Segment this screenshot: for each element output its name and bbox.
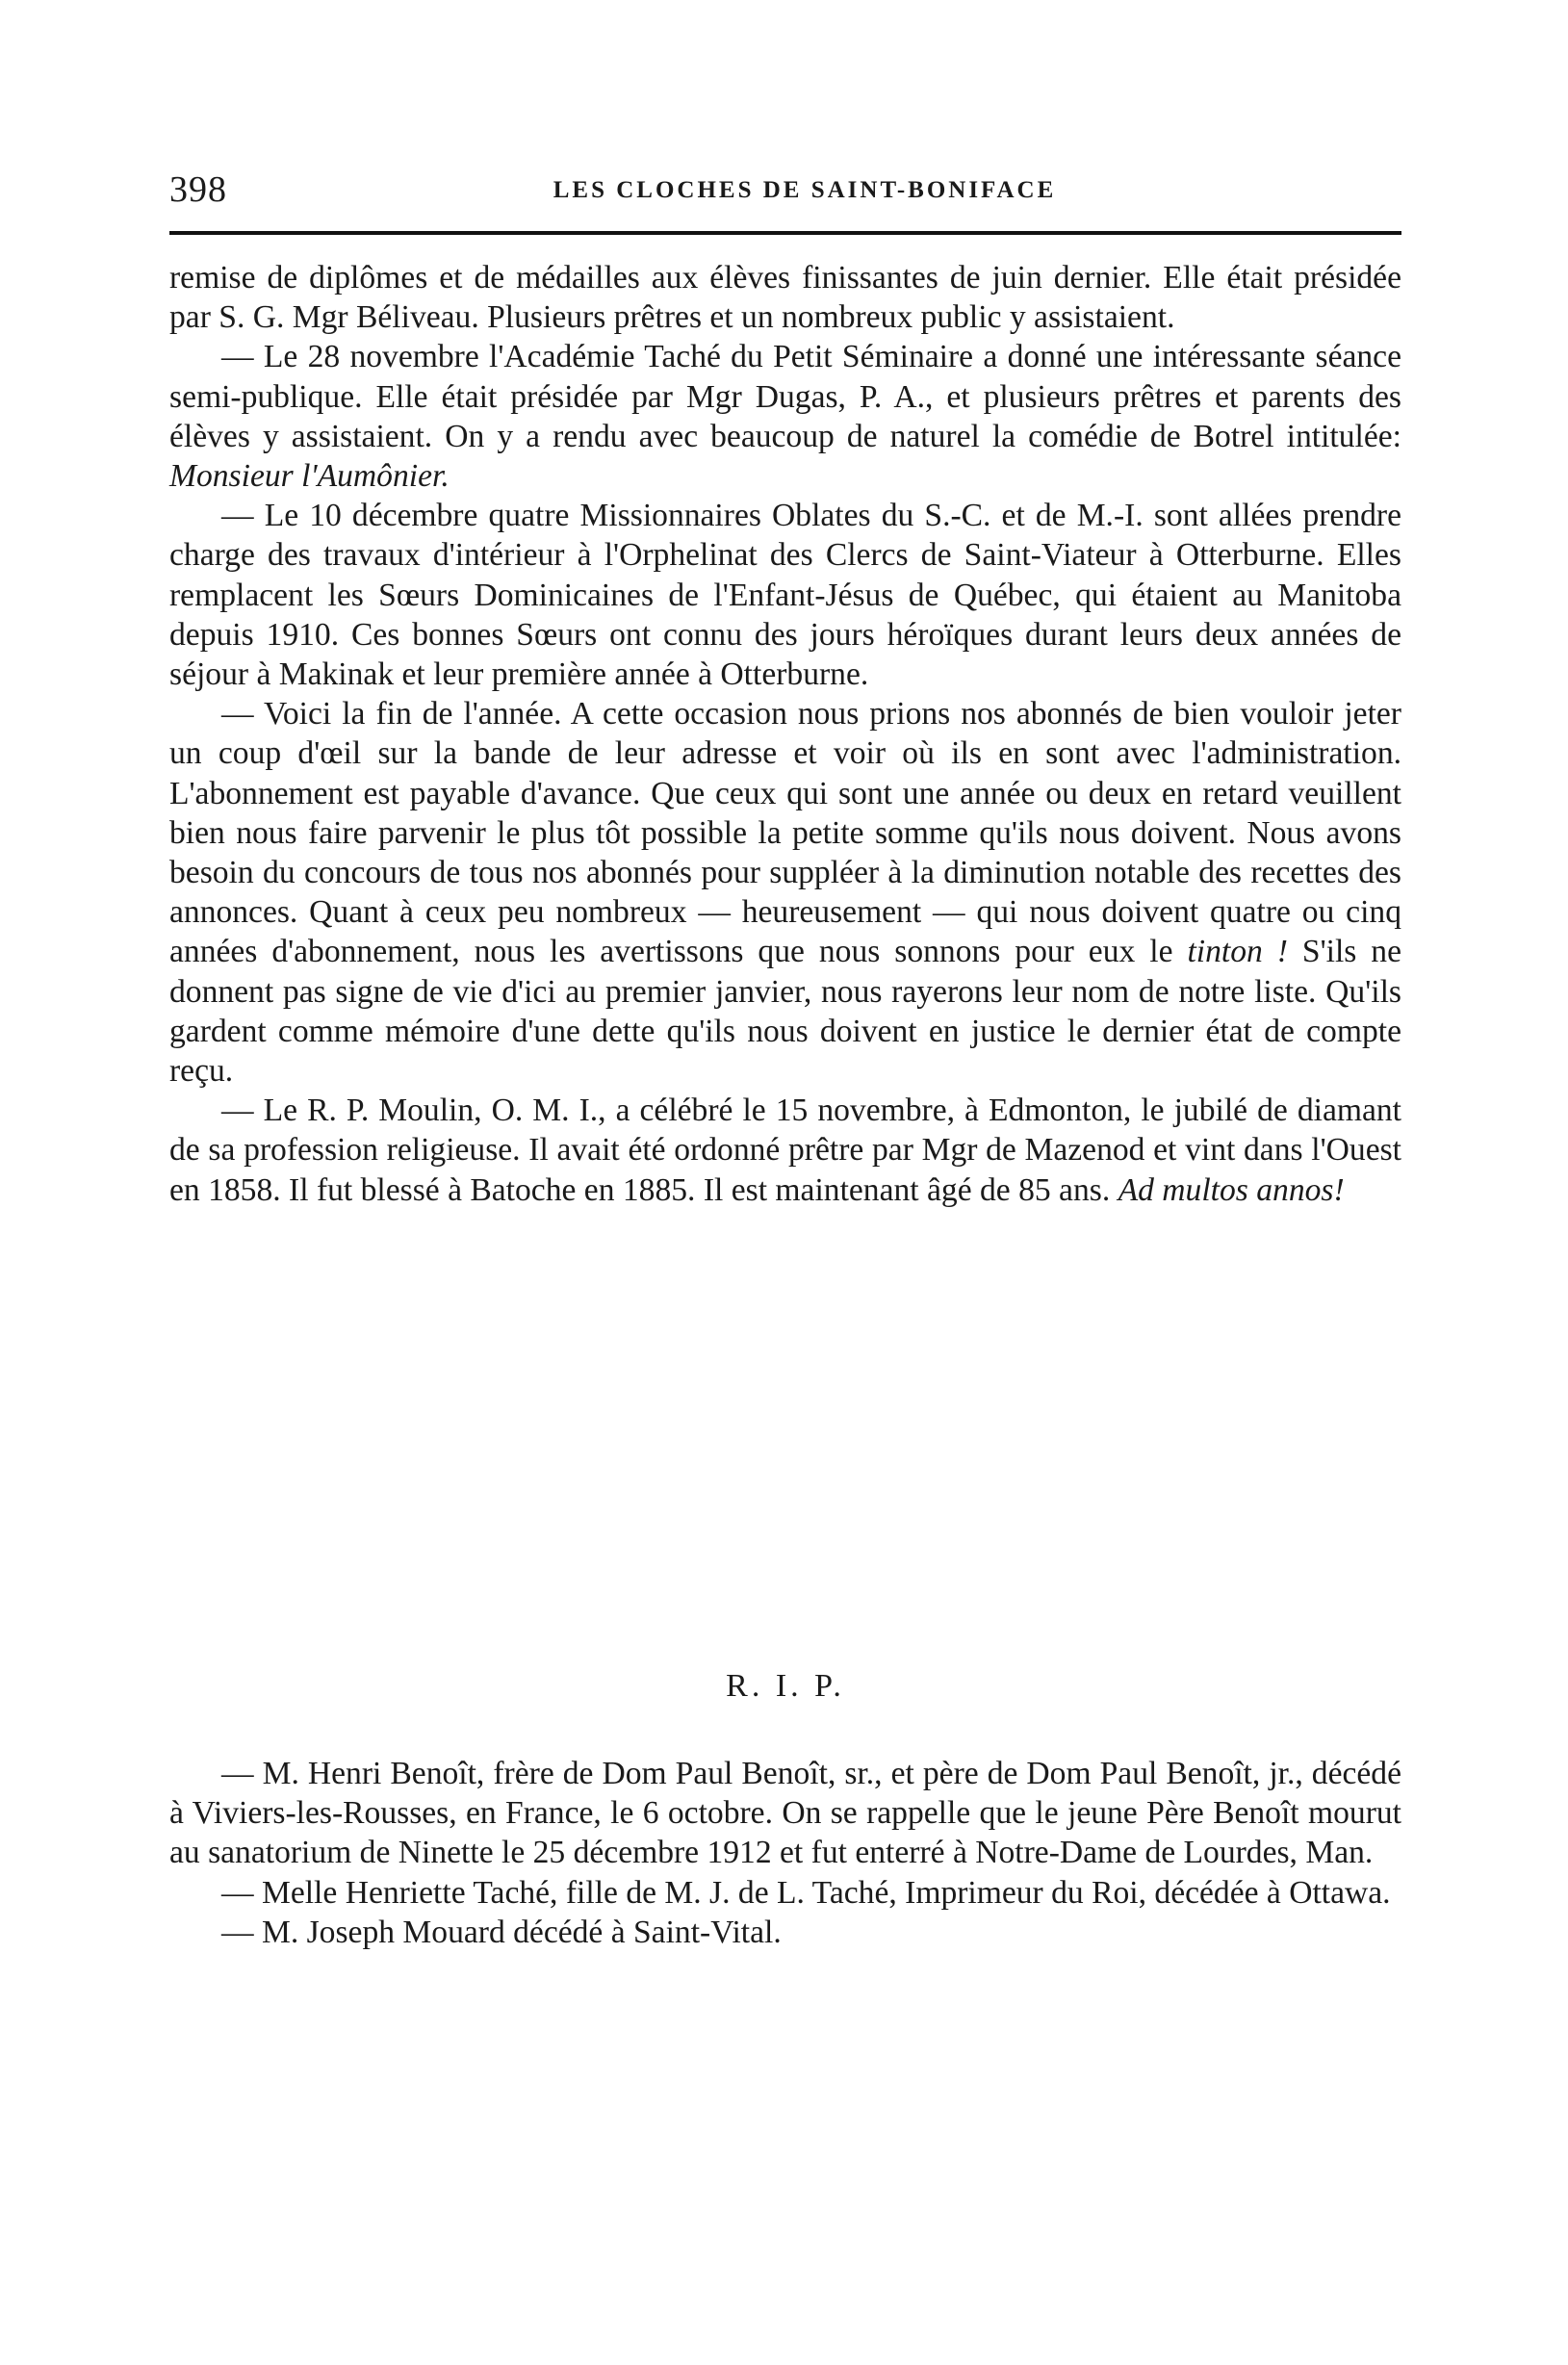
paragraph-academie-tache <box>169 337 1401 496</box>
header-rule <box>169 231 1401 235</box>
paragraph-text: remise de diplômes et de médailles aux élèves finissantes de juin dernier. Elle était présidée par S. G. Mgr Béliveau. Plusieurs prêtres et un nombreux public y assistaient. <box>169 260 1401 336</box>
rip-entry: — M. Joseph Mouard décédé à Saint-Vital. <box>221 1914 782 1950</box>
paragraph-missionnaires-oblates <box>169 496 1401 694</box>
italic-phrase: tinton ! <box>1187 934 1288 970</box>
page-header <box>169 166 1401 214</box>
paragraph-abonnement <box>169 694 1401 1091</box>
rip-section <box>169 1754 1401 1952</box>
rip-entry: — Melle Henriette Taché, fille de M. J. de L. Taché, Imprimeur du Roi, décédée à Ottawa. <box>221 1874 1391 1911</box>
running-head: LES CLOCHES DE SAINT-BONIFACE <box>553 177 1057 203</box>
paragraph-pere-moulin <box>169 1091 1401 1210</box>
italic-phrase: Ad multos annos! <box>1118 1171 1345 1208</box>
paragraph-text: — Voici la fin de l'année. A cette occasion nous prions nos abonnés de bien vouloir jeter un coup d'œil sur la bande de leur adresse et voir où ils en sont avec l'administration. L'abonnement est payable d'avance. Que ceux qui sont une année ou deux en retard veuillent bien nous faire parvenir le plus tôt possible la petite somme qu'ils nous doivent. Nous avons besoin du concours de tous nos abonnés pour suppléer à la diminution notable des recettes des annonces. Quant à ceux peu nombreux — heureusement — qui nous doivent quatre ou cinq années d'abonnement, nous les avertissons que nous sonnons pour eux le <box>169 696 1401 970</box>
paragraph-text: S'ils ne donnent pas signe de vie d'ici au premier janvier, nous rayerons leur nom de notre liste. Qu'ils gardent comme mémoire d'une dette qu'ils nous doivent en justice le dernier état de compte reçu. <box>169 934 1401 1090</box>
rip-entry: — M. Henri Benoît, frère de Dom Paul Benoît, sr., et père de Dom Paul Benoît, jr., décédé à Viviers-les-Rousses, en France, le 6 octobre. On se rappelle que le jeune Père Benoît mourut au sanatorium de Ninette le 25 décembre 1912 et fut enterré à Notre-Dame de Lourdes, Man. <box>169 1756 1401 1871</box>
paragraph-text: — Le 28 novembre l'Académie Taché du Petit Séminaire a donné une intéressante séance semi-publique. Elle était présidée par Mgr Dugas, P. A., et plusieurs prêtres et parents des élèves y assistaient. On y a rendu avec beaucoup de naturel la comédie de Botrel intitulée: <box>169 339 1401 454</box>
paragraph-text: — Le 10 décembre quatre Missionnaires Oblates du S.-C. et de M.-I. sont allées prendre charge des travaux d'intérieur à l'Orphelinat des Clercs de Saint-Viateur à Otterburne. Elles remplacent les Sœurs Dominicaines de l'Enfant-Jésus de Québec, qui étaient au Manitoba depuis 1910. Ces bonnes Sœurs ont connu des jours héroïques durant leurs deux années de séjour à Makinak et leur première année à Otterburne. <box>169 498 1401 693</box>
paragraph-diplomas <box>169 258 1401 337</box>
paragraph-text: — Le R. P. Moulin, O. M. I., a célébré le 15 novembre, à Edmonton, le jubilé de diamant de sa profession religieuse. Il avait été ordonné prêtre par Mgr de Mazenod et vint dans l'Ouest en 1858. Il fut blessé à Batoche en 1885. Il est maintenant âgé de 85 ans. <box>169 1093 1401 1208</box>
page-number: 398 <box>169 169 227 210</box>
rip-heading: R. I. P. <box>726 1668 845 1704</box>
play-title: Monsieur l'Aumônier. <box>169 458 450 495</box>
body-text <box>169 258 1401 1210</box>
